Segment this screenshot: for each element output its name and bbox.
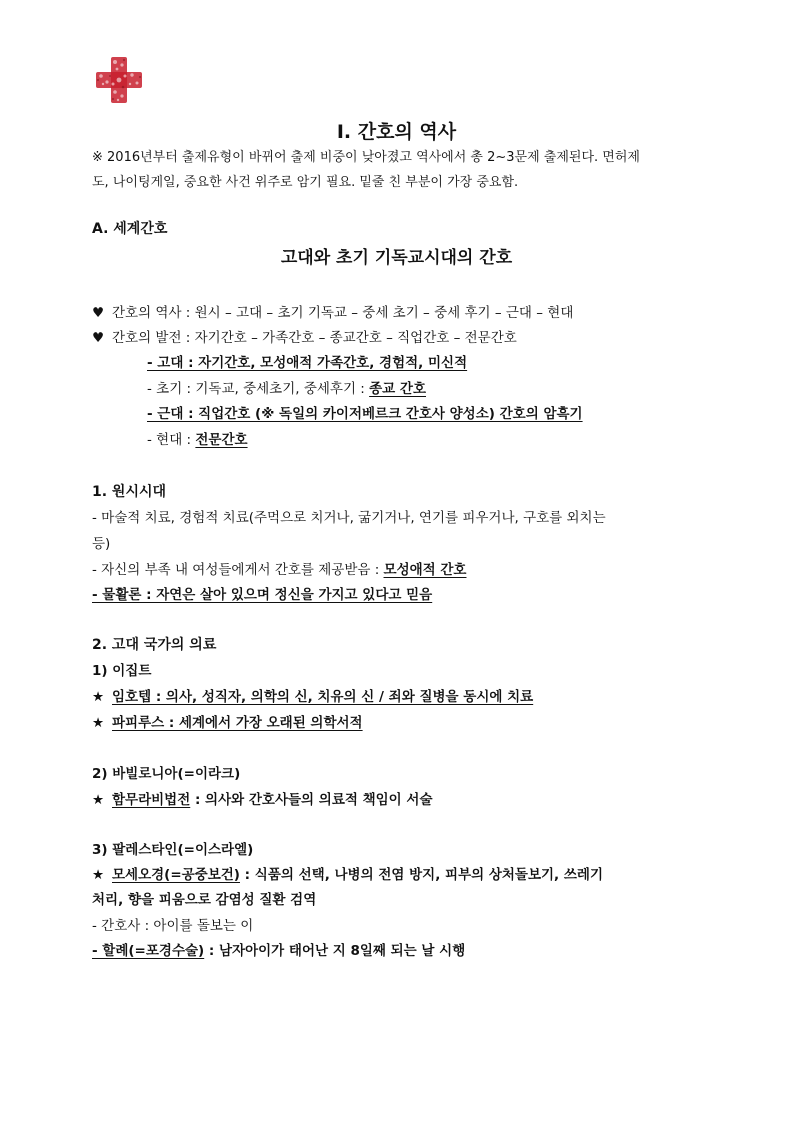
development-bullet xyxy=(92,329,517,347)
primitive-line-3-text: - 자신의 부족 내 여성들에게서 간호를 제공받음 : xyxy=(92,562,384,578)
development-bullet-text: 간호의 발전 : 자기간호 – 가족간호 – 종교간호 – 직업간호 – 전문간호 xyxy=(112,330,517,346)
heart-icon: ♥ xyxy=(92,330,105,346)
circumcision-emph: - 할례(=포경수술) xyxy=(92,943,205,959)
red-cross-logo xyxy=(94,55,144,105)
primitive-line-1: - 마술적 치료, 경험적 치료(주먹으로 치거나, 굶기거나, 연기를 피우거나, 구호를 외치는 xyxy=(92,510,606,526)
moses-item xyxy=(92,866,603,884)
papyrus-text: 파피루스 : 세계에서 가장 오래된 의학서적 xyxy=(112,715,363,731)
circumcision-text: : 남자아이가 태어난 지 8일째 되는 날 시행 xyxy=(204,943,466,959)
moses-item-line-2: 처리, 향을 피움으로 감염성 질환 검역 xyxy=(92,892,317,908)
history-bullet-text: 간호의 역사 : 원시 – 고대 – 초기 기독교 – 중세 초기 – 중세 후기 – 근대 – 현대 xyxy=(112,305,574,321)
modern-line: - 근대 : 직업간호 (※ 독일의 카이저베르크 간호사 양성소) 간호의 암흑기 xyxy=(147,406,583,422)
exam-note-line-2: 도, 나이팅게일, 중요한 사건 위주로 암기 필요. 밑줄 친 부분이 가장 중요함. xyxy=(92,175,519,190)
contemporary-line xyxy=(147,431,248,449)
imhotep-text: 임호텝 : 의사, 성직자, 의학의 신, 치유의 신 / 죄와 질병을 동시에 치료 xyxy=(112,689,534,705)
babylon-heading: 2) 바빌로니아(=이라크) xyxy=(92,766,241,782)
papyrus-item xyxy=(92,714,363,732)
imhotep-item xyxy=(92,688,533,706)
hammurabi-text: : 의사와 간호사들의 의료적 책임이 서술 xyxy=(190,792,433,808)
maternal-nursing-emph: 모성애적 간호 xyxy=(383,562,467,578)
early-line xyxy=(147,380,426,398)
star-icon: ★ xyxy=(92,715,105,731)
hammurabi-item xyxy=(92,791,433,809)
religious-nursing-emph: 종교 간호 xyxy=(369,381,426,397)
section-a-subtitle: 고대와 초기 기독교시대의 간호 xyxy=(280,248,513,268)
nurse-definition-line: - 간호사 : 아이를 돌보는 이 xyxy=(92,918,254,934)
ancient-line: - 고대 : 자기간호, 모성애적 가족간호, 경험적, 미신적 xyxy=(147,355,468,371)
star-icon: ★ xyxy=(92,867,105,883)
section-2-heading: 2. 고대 국가의 의료 xyxy=(92,637,217,653)
star-icon: ★ xyxy=(92,689,105,705)
professional-nursing-emph: 전문간호 xyxy=(195,432,248,448)
exam-note-line-1: ※ 2016년부터 출제유형이 바뀌어 출제 비중이 낮아졌고 역사에서 총 2~3문제 출제된다. 면허제 xyxy=(92,150,640,165)
page-title: I. 간호의 역사 xyxy=(336,121,457,143)
primitive-line-3 xyxy=(92,561,466,579)
primitive-line-2: 등) xyxy=(92,536,111,552)
section-a-heading: A. 세계간호 xyxy=(92,221,168,237)
moses-emph: 모세오경(=공중보건) xyxy=(112,867,240,883)
heart-icon: ♥ xyxy=(92,305,105,321)
palestine-heading: 3) 팔레스타인(=이스라엘) xyxy=(92,842,254,858)
early-line-text: - 초기 : 기독교, 중세초기, 중세후기 : xyxy=(147,381,370,397)
egypt-heading: 1) 이집트 xyxy=(92,663,152,679)
star-icon: ★ xyxy=(92,792,105,808)
circumcision-line xyxy=(92,942,465,960)
hammurabi-emph: 함무라비법전 xyxy=(112,792,191,808)
animism-line: - 물활론 : 자연은 살아 있으며 정신을 가지고 있다고 믿음 xyxy=(92,587,433,603)
contemporary-line-text: - 현대 : xyxy=(147,432,196,448)
moses-text: : 식품의 선택, 나병의 전염 방지, 피부의 상처돌보기, 쓰레기 xyxy=(239,867,604,883)
history-bullet xyxy=(92,304,573,322)
section-1-heading: 1. 원시시대 xyxy=(92,484,167,500)
